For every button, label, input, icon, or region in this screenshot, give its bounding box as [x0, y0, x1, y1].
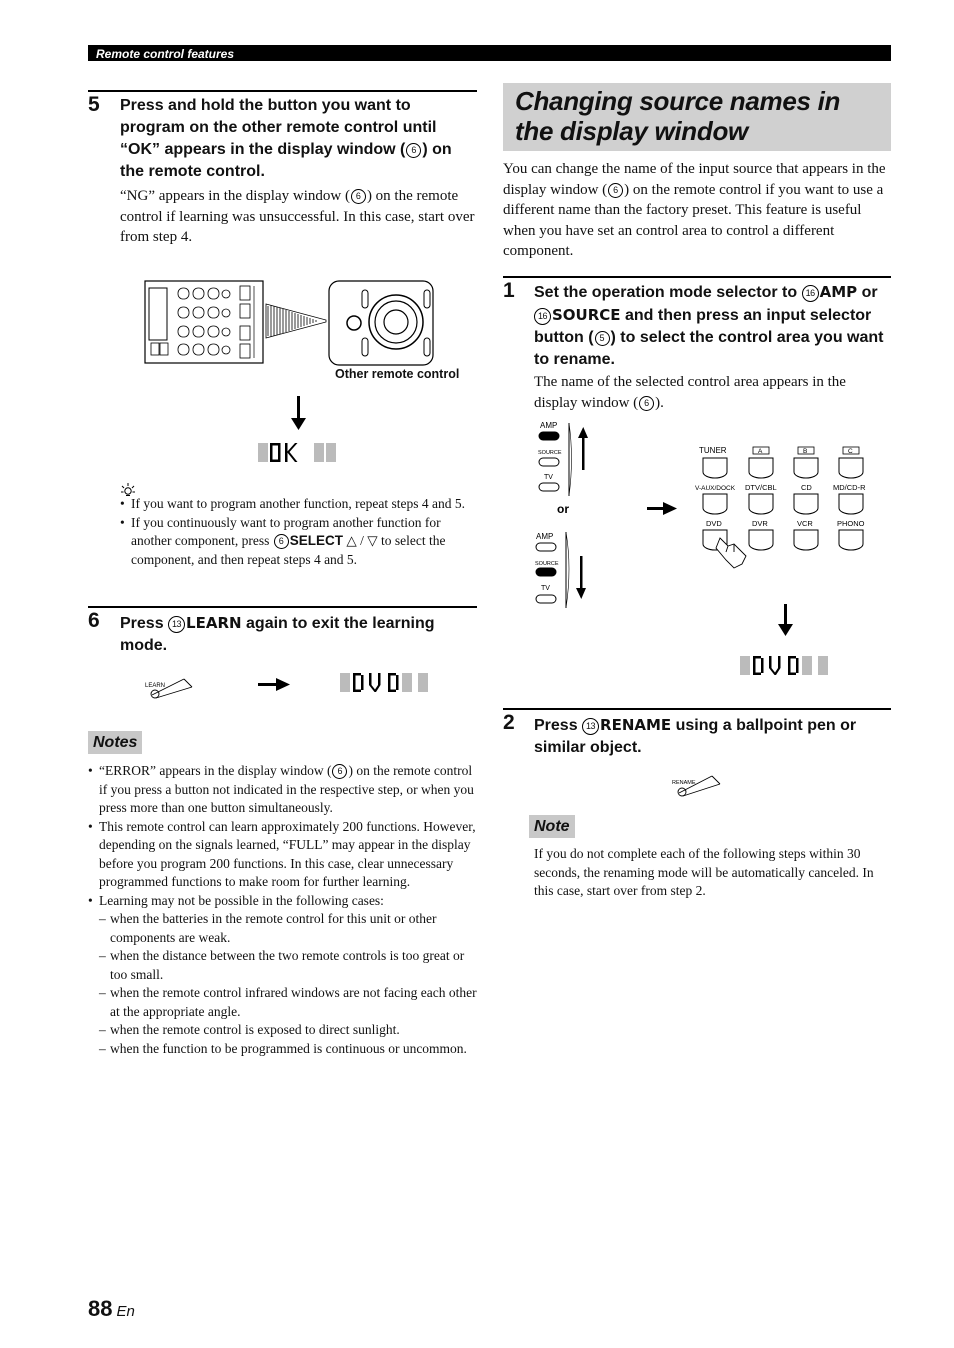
lcd-display-dvd: [740, 656, 828, 675]
note-heading: Note: [529, 815, 575, 838]
svg-text:C: C: [848, 448, 853, 455]
tips-list: [120, 495, 477, 569]
svg-text:CD: CD: [801, 483, 812, 492]
svg-text:DVR: DVR: [752, 519, 768, 528]
mode-selector-source: [535, 532, 586, 608]
ref-marker: 6: [332, 764, 347, 779]
ref-marker: 13: [168, 616, 185, 633]
ref-marker: 6: [406, 143, 421, 158]
step5-number: 5: [88, 93, 100, 116]
step6-rule: [88, 606, 477, 608]
other-remote-illustration: [329, 281, 433, 365]
running-header: [88, 45, 891, 61]
step1-rule: [503, 276, 891, 278]
svg-text:DTV/CBL: DTV/CBL: [745, 483, 777, 492]
step5-rule: [88, 90, 477, 92]
page-language: En: [116, 1303, 135, 1320]
note-subitem: – when the remote control is exposed to direct sunlight.: [88, 1021, 478, 1040]
lcd-display-dvd: [340, 673, 428, 692]
note-subitem: – when the distance between the two remote controls is too great or too small.: [88, 947, 478, 984]
note-subitem: – when the remote control infrared windows are not facing each other at the appropriate angle.: [88, 984, 478, 1021]
or-label: or: [557, 502, 569, 516]
step1-figure: [530, 418, 890, 688]
step2-rule: [503, 708, 891, 710]
down-arrow-icon: [291, 396, 306, 430]
page-number: 88: [88, 1296, 113, 1321]
tip-item: • If you continuously want to program another function for another component, press 6 SELECT △ / ▽ to select the component, and then repeat steps 4 and 5.: [120, 514, 477, 570]
step1-title: Set the operation mode selector to 16 AMP or 16 SOURCE and then press an input selector button ( 5 ) to select the control area you want to rename.: [534, 283, 884, 368]
mode-selector-amp: [538, 421, 588, 496]
ref-marker: 6: [274, 534, 289, 549]
ref-marker: 5: [595, 331, 610, 346]
note-item: • This remote control can learn approximately 200 functions. However, depending on the signals learned, “FULL” may appear in the display before you program 200 functions. In this case, clear unnecessary programmed functions to make room for further learning.: [88, 818, 478, 892]
section-title: Changing source names in the display window: [515, 86, 841, 146]
svg-text:TV: TV: [541, 585, 550, 592]
ref-marker: 6: [608, 183, 623, 198]
step6-number: 6: [88, 609, 100, 632]
svg-text:V-AUX/DOCK: V-AUX/DOCK: [695, 485, 736, 492]
rename-button-pen: [668, 764, 728, 800]
svg-text:A: A: [758, 448, 763, 455]
ref-marker: 16: [534, 308, 551, 325]
section-intro: You can change the name of the input source that appears in the display window ( 6 ) on the remote control if you want to use a different name than the factory preset. This feature is useful when you have set an control area to control a different component.: [503, 161, 886, 259]
lcd-display-ok: [256, 442, 346, 464]
svg-text:TUNER: TUNER: [699, 446, 727, 455]
note-item: • Learning may not be possible in the following cases:: [88, 892, 478, 911]
note-subitem: – when the batteries in the remote control for this unit or other components are weak.: [88, 910, 478, 947]
running-header-title: Remote control features: [96, 47, 235, 61]
svg-text:SOURCE: SOURCE: [538, 450, 562, 456]
svg-text:TV: TV: [544, 474, 553, 481]
input-selector-buttons: [695, 446, 866, 550]
svg-text:B: B: [803, 448, 808, 455]
page-footer: [88, 1296, 135, 1322]
svg-text:DVD: DVD: [706, 519, 722, 528]
learn-button-label: LEARN: [145, 683, 166, 689]
ref-marker: 6: [639, 396, 654, 411]
this-remote-illustration: [145, 281, 263, 363]
svg-text:AMP: AMP: [536, 532, 554, 541]
svg-text:MD/CD-R: MD/CD-R: [833, 483, 866, 492]
right-arrow-icon: [647, 502, 677, 515]
pointing-hand-icon: [716, 538, 746, 568]
right-arrow-icon: [258, 678, 290, 691]
step2-number: 2: [503, 711, 515, 734]
down-arrow-icon: [778, 604, 793, 636]
note-item: • “ERROR” appears in the display window ( 6 ) on the remote control if you press a button not indicated in the respective step, or when you press more than one button simultaneously.: [88, 762, 478, 818]
svg-text:VCR: VCR: [797, 519, 813, 528]
step5-title: Press and hold the button you want to program on the other remote control until “OK” appears in the display window ( 6 ) on the remote control.: [120, 97, 452, 180]
infrared-beam: [266, 304, 326, 338]
tip-item: • If you want to program another function, repeat steps 4 and 5.: [120, 495, 477, 514]
step6-title: Press 13 LEARN again to exit the learning mode.: [120, 614, 435, 654]
step1-body: The name of the selected control area appears in the display window ( 6 ).: [534, 374, 846, 411]
svg-text:PHONO: PHONO: [837, 519, 865, 528]
step6-figure: [140, 665, 440, 705]
ref-marker: 13: [582, 718, 599, 735]
notes-list: [88, 762, 478, 1058]
step2-title: Press 13 RENAME using a ballpoint pen or similar object.: [534, 716, 857, 756]
other-remote-label: Other remote control: [335, 367, 460, 381]
svg-text:SOURCE: SOURCE: [535, 561, 559, 567]
ref-marker: 6: [351, 189, 366, 204]
rename-button-label: RENAME: [672, 780, 696, 786]
ref-marker: 16: [802, 285, 819, 302]
learn-button-pen: [145, 679, 192, 698]
step5-body: “NG” appears in the display window ( 6 ) on the remote control if learning was unsuccessful. In this case, start over from step 4.: [120, 188, 475, 245]
note-text: If you do not complete each of the following steps within 30 seconds, the renaming mode will be automatically canceled. In this case, start over from step 2.: [534, 846, 874, 898]
section-heading: [503, 83, 891, 151]
note-subitem: – when the function to be programmed is continuous or uncommon.: [88, 1040, 478, 1059]
notes-heading: Notes: [88, 731, 142, 754]
step1-number: 1: [503, 279, 515, 302]
svg-text:AMP: AMP: [540, 421, 558, 430]
